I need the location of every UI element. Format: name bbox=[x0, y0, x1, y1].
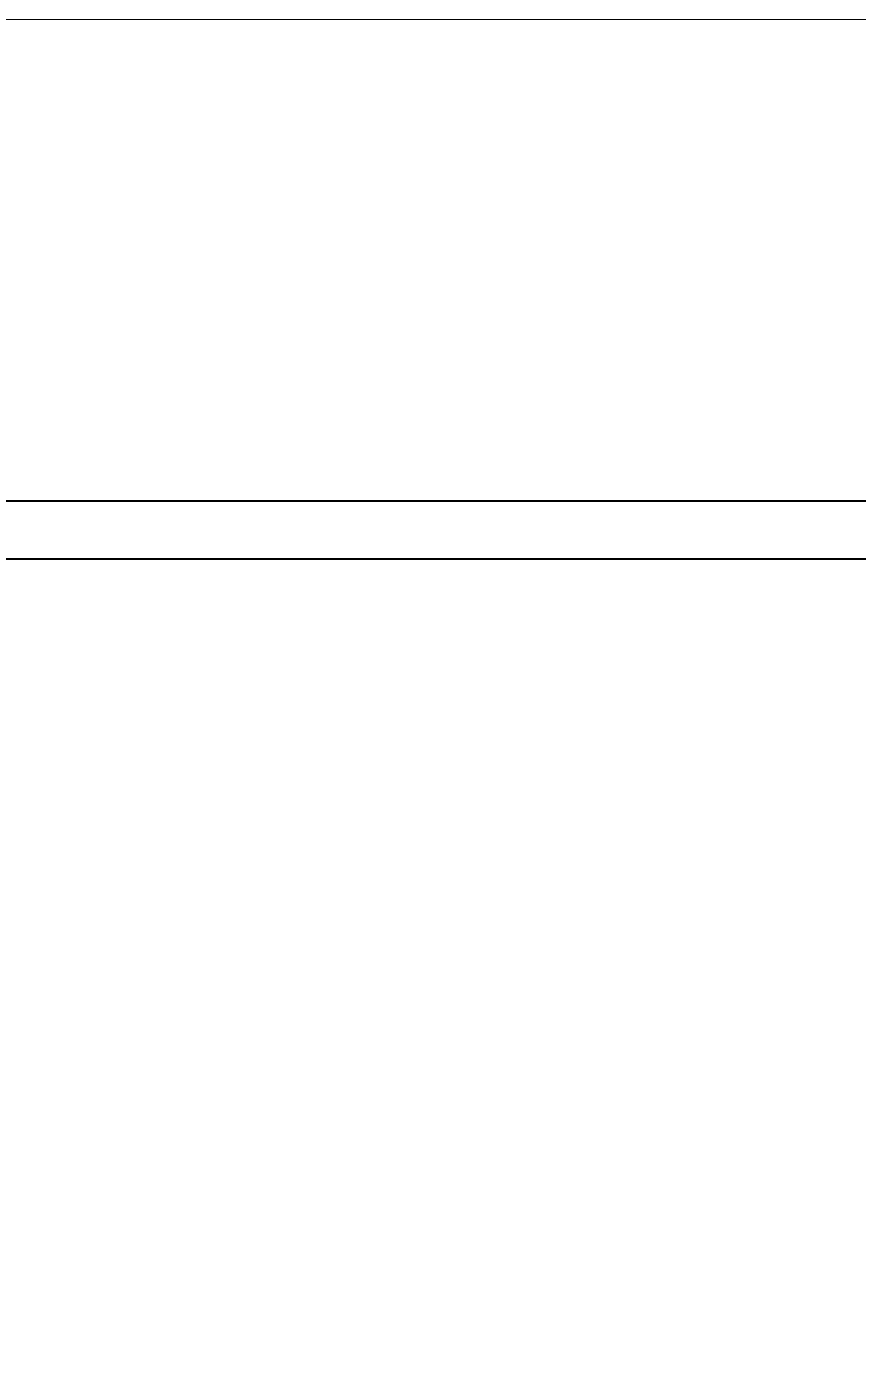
home-service-guide-banner bbox=[6, 500, 866, 560]
masthead bbox=[6, 4, 866, 20]
service-directory bbox=[6, 566, 866, 1374]
classified-columns bbox=[6, 24, 866, 498]
